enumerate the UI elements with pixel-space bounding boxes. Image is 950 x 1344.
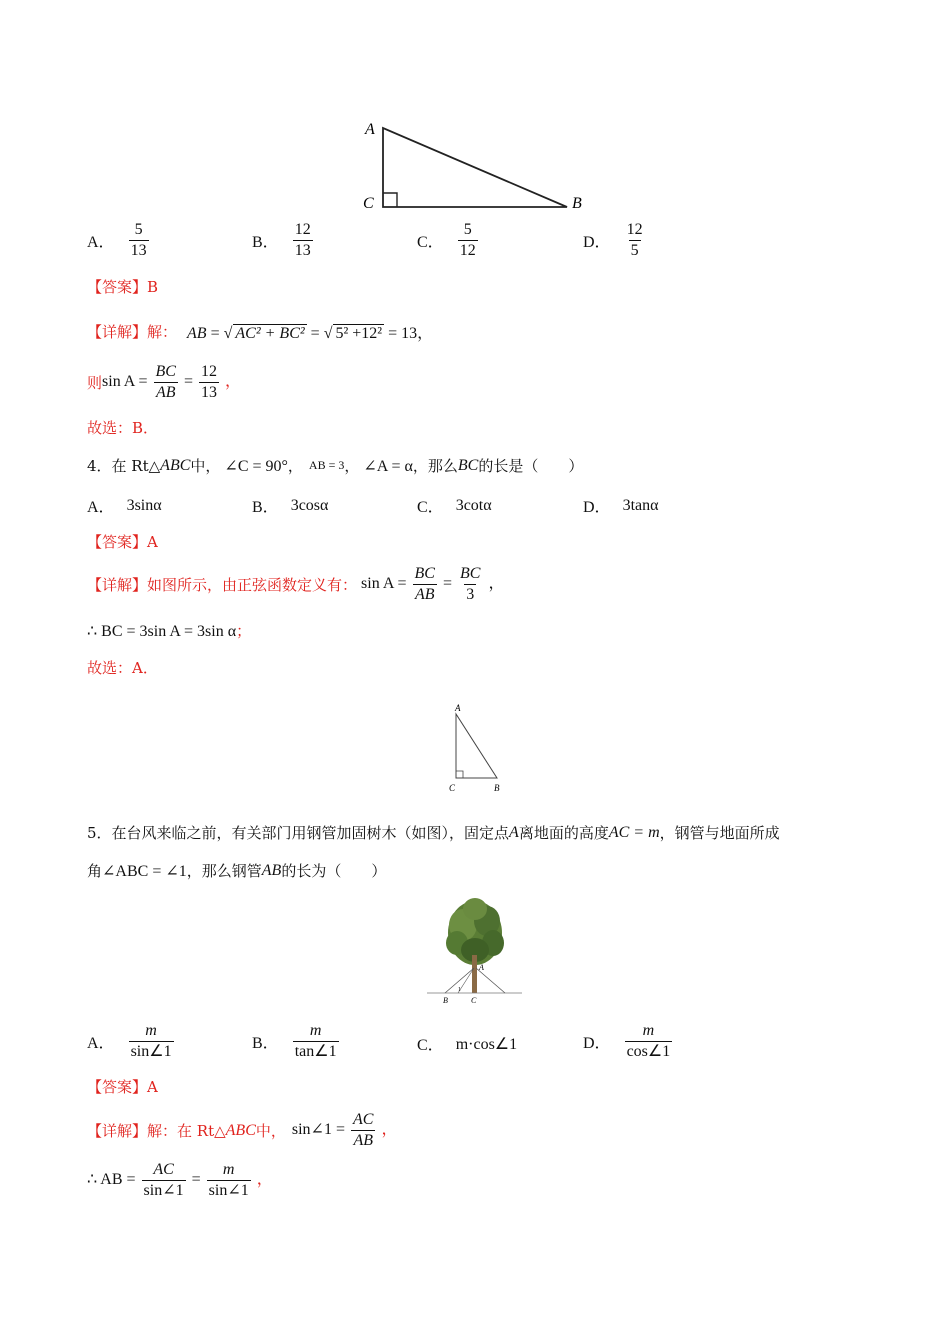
vertex-label-c: C — [449, 783, 456, 793]
tree-figure — [425, 895, 525, 1007]
q3-conclusion: 故选：B． — [87, 419, 159, 437]
label-one: 1 — [458, 987, 461, 993]
q5-answer: 【答案】A — [87, 1078, 158, 1096]
label-a: A — [479, 963, 484, 972]
q3-option-b: B． $\frac{12}{13}$ — [252, 221, 311, 259]
q3-option-d: D． $\frac{12}{5}$ — [583, 221, 643, 259]
q5-detail-line-2: ∴ AB = $\frac{AC}{\sin\angle 1}$ = $\frac{m}{\sin\angle 1}$ ， — [87, 1161, 273, 1199]
vertex-label-a: A — [455, 703, 461, 713]
q4-conclusion: 故选：A． — [87, 659, 158, 677]
q3-answer: 【答案】B — [87, 278, 159, 296]
q3-option-c: C． $\frac{5}{12}$ — [417, 221, 476, 259]
q5-stem-line-2: 角 ∠ABC = ∠1 ，那么钢管 AB 的长为（ ） — [87, 861, 387, 880]
q5-option-a: A． $\frac{m}{\sin\angle 1}$ — [87, 1022, 172, 1060]
triangle-figure-2 — [445, 700, 515, 795]
q4-option-c: C． 3cotα — [417, 496, 492, 516]
q4-detail-line-2: ∴ BC = 3sin A = 3sin α ； — [87, 622, 252, 640]
q3-detail-line-2: 则 sin A = $\frac{BC}{AB}$ = $\frac{12}{13}$ ， — [87, 363, 241, 401]
label-b: B — [443, 996, 448, 1005]
q3-detail-line-1: 【详解】解： AB = √ AC² + BC² = √ 5² +12² = 13， — [87, 323, 434, 342]
q5-option-c: C． m·cos∠1 — [417, 1035, 518, 1054]
vertex-label-b: B — [572, 195, 582, 212]
q4-option-b: B． 3cosα — [252, 496, 329, 516]
q5-option-b: B． $\frac{m}{\tan\angle 1}$ — [252, 1022, 337, 1060]
q5-option-d: D． $\frac{m}{\cos\angle 1}$ — [583, 1022, 671, 1060]
vertex-label-b: B — [494, 783, 500, 793]
q4-option-a: A． 3sinα — [87, 496, 162, 516]
q4-answer: 【答案】A — [87, 533, 158, 551]
tree-canopy — [446, 898, 504, 965]
vertex-label-a: A — [365, 121, 375, 138]
q3-option-a: A． $\frac{5}{13}$ — [87, 221, 147, 259]
label-c: C — [471, 996, 477, 1005]
q5-stem-line-1: 5．在台风来临之前，有关部门用钢管加固树木（如图），固定点 A 离地面的高度 AC = m ，钢管与地面所成 — [87, 823, 780, 842]
q5-detail-line-1: 【详解】解：在 Rt△ ABC 中， sin∠1 = $\frac{AC}{AB}$ ， — [87, 1111, 398, 1149]
q4-detail-line-1: 【详解】 如图所示，由正弦函数定义有： sin A = $\frac{BC}{AB}$ = $\frac{BC}{3}$ ， — [87, 565, 505, 603]
q4-option-d: D． 3tanα — [583, 496, 659, 516]
tree-trunk — [472, 955, 477, 993]
vertex-label-c: C — [363, 195, 374, 212]
q4-stem: 4．在 Rt△ ABC 中， ∠C = 90° ， AB = 3 ， ∠A = α ，那么 BC 的长是（ ） — [87, 456, 584, 475]
triangle-figure-1 — [355, 115, 595, 215]
